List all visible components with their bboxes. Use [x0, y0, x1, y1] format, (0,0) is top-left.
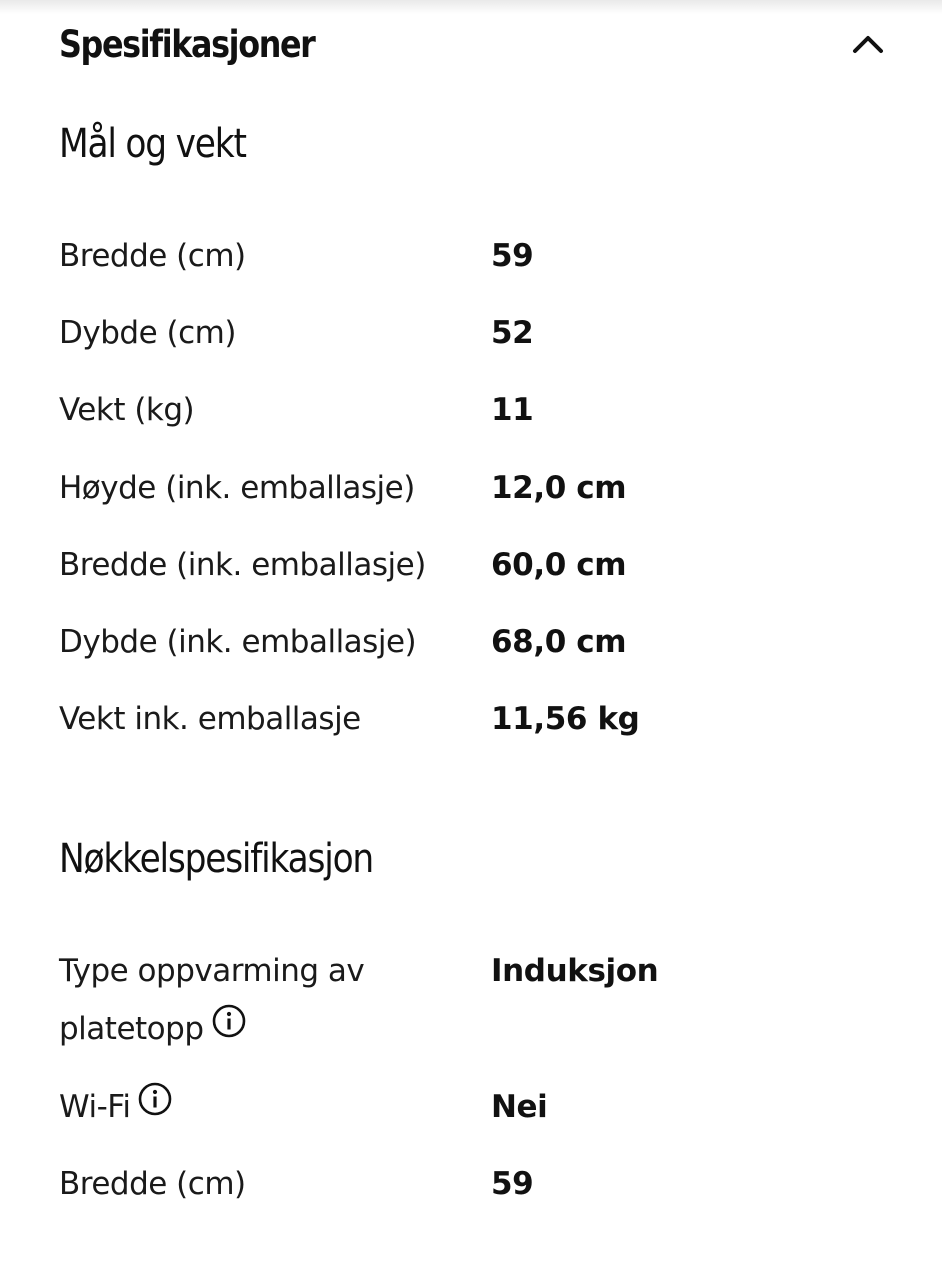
page-title: Spesifikasjoner — [59, 22, 315, 66]
specifications-header[interactable] — [59, 14, 890, 74]
spec-row — [59, 536, 899, 594]
spec-row — [59, 1155, 899, 1213]
top-shadow — [0, 0, 942, 14]
section-heading-key-specs: Nøkkelspesifikasjon — [59, 836, 374, 882]
spec-label: Bredde (cm) — [59, 1166, 246, 1202]
spec-row — [59, 381, 899, 439]
spec-row — [59, 227, 899, 285]
spec-label: Bredde (ink. emballasje) — [59, 547, 426, 583]
spec-row — [59, 690, 899, 748]
spec-label: Type oppvarming av platetopp — [59, 953, 365, 1047]
spec-label: Wi-Fi — [59, 1089, 131, 1125]
spec-value: 12,0 cm — [491, 470, 627, 506]
spec-row — [59, 459, 899, 517]
spec-label: Høyde (ink. emballasje) — [59, 470, 415, 506]
spec-value: Nei — [491, 1089, 548, 1125]
spec-value: 11,56 kg — [491, 701, 640, 737]
spec-label: Bredde (cm) — [59, 238, 246, 274]
spec-row — [59, 1078, 899, 1136]
spec-value: 59 — [491, 238, 534, 274]
spec-value: 60,0 cm — [491, 547, 627, 583]
collapse-button[interactable] — [846, 22, 890, 66]
spec-row — [59, 942, 899, 1058]
spec-value: Induksjon — [491, 953, 659, 989]
spec-row — [59, 304, 899, 362]
spec-value: 59 — [491, 1166, 534, 1202]
spec-label-with-info — [59, 942, 439, 1058]
info-circle-icon[interactable] — [138, 1077, 172, 1135]
spec-value: 11 — [491, 392, 534, 428]
chevron-up-icon — [852, 34, 884, 54]
spec-value: 52 — [491, 315, 534, 351]
spec-row — [59, 613, 899, 671]
spec-label: Dybde (cm) — [59, 315, 236, 351]
spec-label: Vekt (kg) — [59, 392, 195, 428]
spec-label: Dybde (ink. emballasje) — [59, 624, 417, 660]
info-circle-icon[interactable] — [212, 999, 246, 1057]
section-heading-dimensions: Mål og vekt — [59, 121, 246, 167]
spec-label-with-info — [59, 1078, 491, 1136]
spec-value: 68,0 cm — [491, 624, 627, 660]
spec-label: Vekt ink. emballasje — [59, 701, 361, 737]
